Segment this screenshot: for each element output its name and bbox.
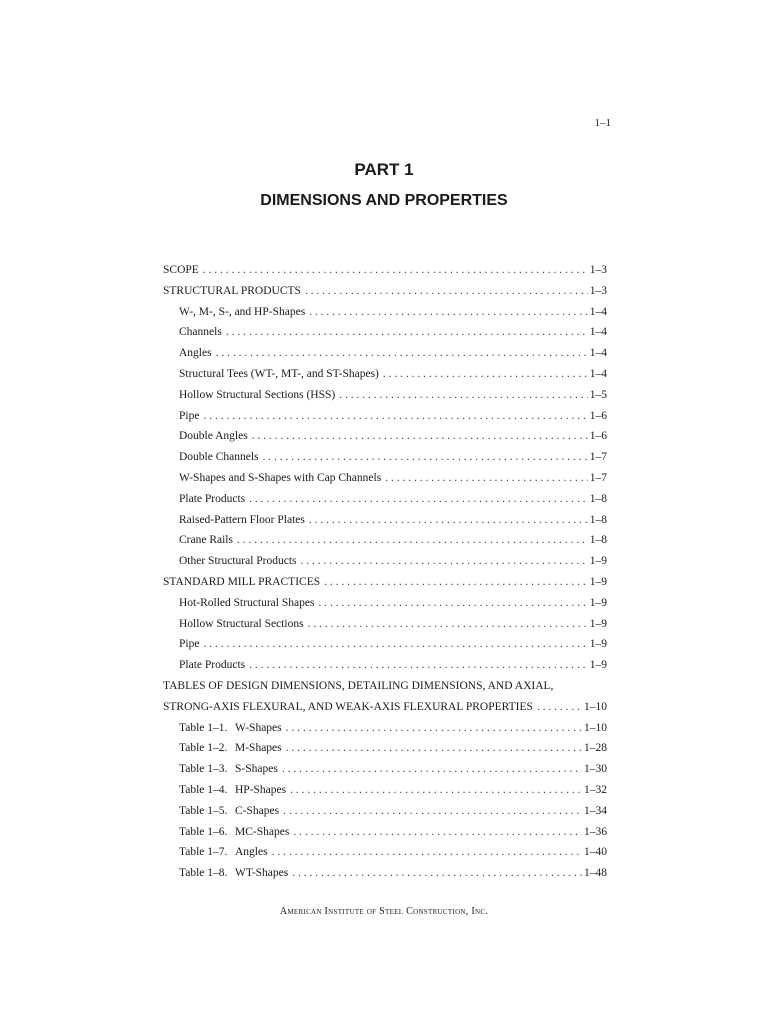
dot-leader (309, 302, 588, 323)
toc-label: STRUCTURAL PRODUCTS (163, 284, 301, 297)
toc-page: 1–4 (589, 347, 607, 360)
dot-leader (249, 489, 588, 510)
table-number: Table 1–8. (179, 867, 228, 880)
toc-label (179, 801, 283, 822)
dot-leader (286, 718, 582, 739)
toc-label: Plate Products (179, 492, 246, 505)
dot-leader (537, 697, 582, 718)
toc-label: Crane Rails (179, 534, 233, 547)
toc-label: Pipe (179, 638, 200, 651)
table-title: MC-Shapes (235, 825, 290, 838)
toc-page: 1–40 (584, 846, 607, 859)
dot-leader (283, 801, 582, 822)
toc-page: 1–36 (584, 825, 607, 838)
toc-label: W-, M-, S-, and HP-Shapes (179, 305, 306, 318)
toc-label (179, 738, 286, 759)
toc-page: 1–9 (589, 659, 607, 672)
toc-label (179, 842, 272, 863)
toc-label: Channels (179, 326, 222, 339)
part-subtitle: DIMENSIONS AND PROPERTIES (260, 192, 508, 209)
toc-page: 1–4 (589, 305, 607, 318)
toc-page: 1–6 (589, 430, 607, 443)
toc-page: 1–9 (589, 617, 607, 630)
dot-leader (318, 593, 587, 614)
toc-table-entry (163, 738, 607, 759)
toc-label: Other Structural Products (179, 555, 297, 568)
table-title: HP-Shapes (235, 783, 287, 796)
toc-entry-standard-mill-practices (163, 572, 607, 593)
toc-page: 1–9 (589, 638, 607, 651)
dot-leader (252, 426, 588, 447)
dot-leader (383, 364, 588, 385)
toc-entry (163, 406, 607, 427)
toc-entry (163, 385, 607, 406)
dot-leader (263, 447, 588, 468)
toc-page: 1–8 (589, 513, 607, 526)
toc-table-entry (163, 759, 607, 780)
toc-label: Pipe (179, 409, 200, 422)
toc-page: 1–8 (589, 534, 607, 547)
toc-label: STRONG-AXIS FLEXURAL, AND WEAK-AXIS FLEXURAL PROPERTIES (163, 700, 533, 713)
table-title: C-Shapes (235, 804, 280, 817)
toc-page: 1–10 (584, 721, 607, 734)
toc-page: 1–30 (584, 763, 607, 776)
toc-table-entry (163, 718, 607, 739)
toc-entry (163, 447, 607, 468)
toc-page: 1–7 (589, 471, 607, 484)
toc-page: 1–4 (589, 367, 607, 380)
toc-entry (163, 593, 607, 614)
toc-page: 1–9 (589, 596, 607, 609)
dot-leader (203, 260, 588, 281)
toc-entry (163, 468, 607, 489)
toc-label: Double Angles (179, 430, 248, 443)
toc-entry (163, 426, 607, 447)
toc-page: 1–28 (584, 742, 607, 755)
dot-leader (301, 551, 588, 572)
toc-entry (163, 655, 607, 676)
table-title: M-Shapes (235, 742, 282, 755)
toc-page: 1–3 (589, 284, 607, 297)
toc-label: W-Shapes and S-Shapes with Cap Channels (179, 471, 382, 484)
toc-entry (163, 489, 607, 510)
toc-page: 1–32 (584, 783, 607, 796)
dot-leader (249, 655, 588, 676)
toc-page: 1–6 (589, 409, 607, 422)
toc-label: Hollow Structural Sections (HSS) (179, 388, 336, 401)
toc-entry (163, 322, 607, 343)
table-number: Table 1–2. (179, 742, 228, 755)
toc-page: 1–7 (589, 451, 607, 464)
toc-label: SCOPE (163, 264, 199, 276)
dot-leader (286, 738, 582, 759)
dot-leader (237, 530, 588, 551)
toc-page: 1–8 (589, 492, 607, 505)
toc-label: Hollow Structural Sections (179, 617, 304, 630)
toc-page: 1–5 (589, 388, 607, 401)
toc-page: 1–9 (589, 555, 607, 568)
dot-leader (203, 634, 587, 655)
toc-entry (163, 510, 607, 531)
dot-leader (282, 759, 582, 780)
table-number: Table 1–7. (179, 846, 228, 859)
dot-leader (309, 510, 588, 531)
toc-label: Double Channels (179, 451, 259, 464)
dot-leader (305, 281, 588, 302)
toc-table-entry (163, 822, 607, 843)
toc-label (179, 759, 282, 780)
toc-entry (163, 364, 607, 385)
table-number: Table 1–5. (179, 804, 228, 817)
table-number: Table 1–4. (179, 783, 228, 796)
dot-leader (385, 468, 588, 489)
toc-label: Hot-Rolled Structural Shapes (179, 596, 315, 609)
part-title: PART 1 (354, 160, 414, 179)
toc-entry-scope (163, 260, 607, 281)
toc-entry-tables-heading-line1: TABLES OF DESIGN DIMENSIONS, DETAILING DIMENSIONS, AND AXIAL, (163, 679, 554, 692)
table-title: W-Shapes (235, 721, 282, 734)
toc-table-entry (163, 863, 607, 884)
toc-label (179, 822, 293, 843)
dot-leader (272, 842, 582, 863)
toc-page: 1–34 (584, 804, 607, 817)
toc-page: 1–9 (589, 575, 607, 588)
dot-leader (308, 614, 588, 635)
toc-table-entry (163, 780, 607, 801)
table-title: WT-Shapes (235, 867, 289, 880)
toc-entry-structural-products (163, 281, 607, 302)
dot-leader (292, 863, 582, 884)
toc-label: Plate Products (179, 659, 246, 672)
toc-label (179, 780, 290, 801)
toc-label: Raised-Pattern Floor Plates (179, 513, 305, 526)
toc-page: 1–48 (584, 867, 607, 880)
toc-page: 1–3 (589, 264, 607, 276)
dot-leader (339, 385, 588, 406)
table-number: Table 1–1. (179, 721, 228, 734)
table-title: S-Shapes (235, 763, 278, 776)
table-of-contents (163, 260, 607, 884)
toc-label: STANDARD MILL PRACTICES (163, 575, 321, 588)
dot-leader (290, 780, 582, 801)
toc-entry (163, 551, 607, 572)
toc-table-entry (163, 842, 607, 863)
toc-entry (163, 530, 607, 551)
toc-label: Angles (179, 347, 212, 360)
dot-leader (216, 343, 588, 364)
dot-leader (324, 572, 588, 593)
dot-leader (203, 406, 587, 427)
toc-label (179, 718, 286, 739)
toc-table-entry (163, 801, 607, 822)
table-number: Table 1–6. (179, 825, 228, 838)
toc-entry (163, 634, 607, 655)
toc-label: Structural Tees (WT-, MT-, and ST-Shapes) (179, 367, 379, 380)
toc-entry (163, 614, 607, 635)
footer-publisher: American Institute of Steel Construction, Inc. (279, 906, 489, 917)
toc-page: 1–4 (589, 326, 607, 339)
toc-entry (163, 343, 607, 364)
dot-leader (293, 822, 582, 843)
page-number: 1–1 (594, 117, 611, 129)
toc-entry-tables-heading-line2 (163, 697, 607, 718)
toc-label (179, 863, 292, 884)
table-title: Angles (235, 846, 268, 859)
toc-page: 1–10 (584, 700, 607, 713)
toc-entry (163, 302, 607, 323)
table-number: Table 1–3. (179, 763, 228, 776)
dot-leader (226, 322, 588, 343)
